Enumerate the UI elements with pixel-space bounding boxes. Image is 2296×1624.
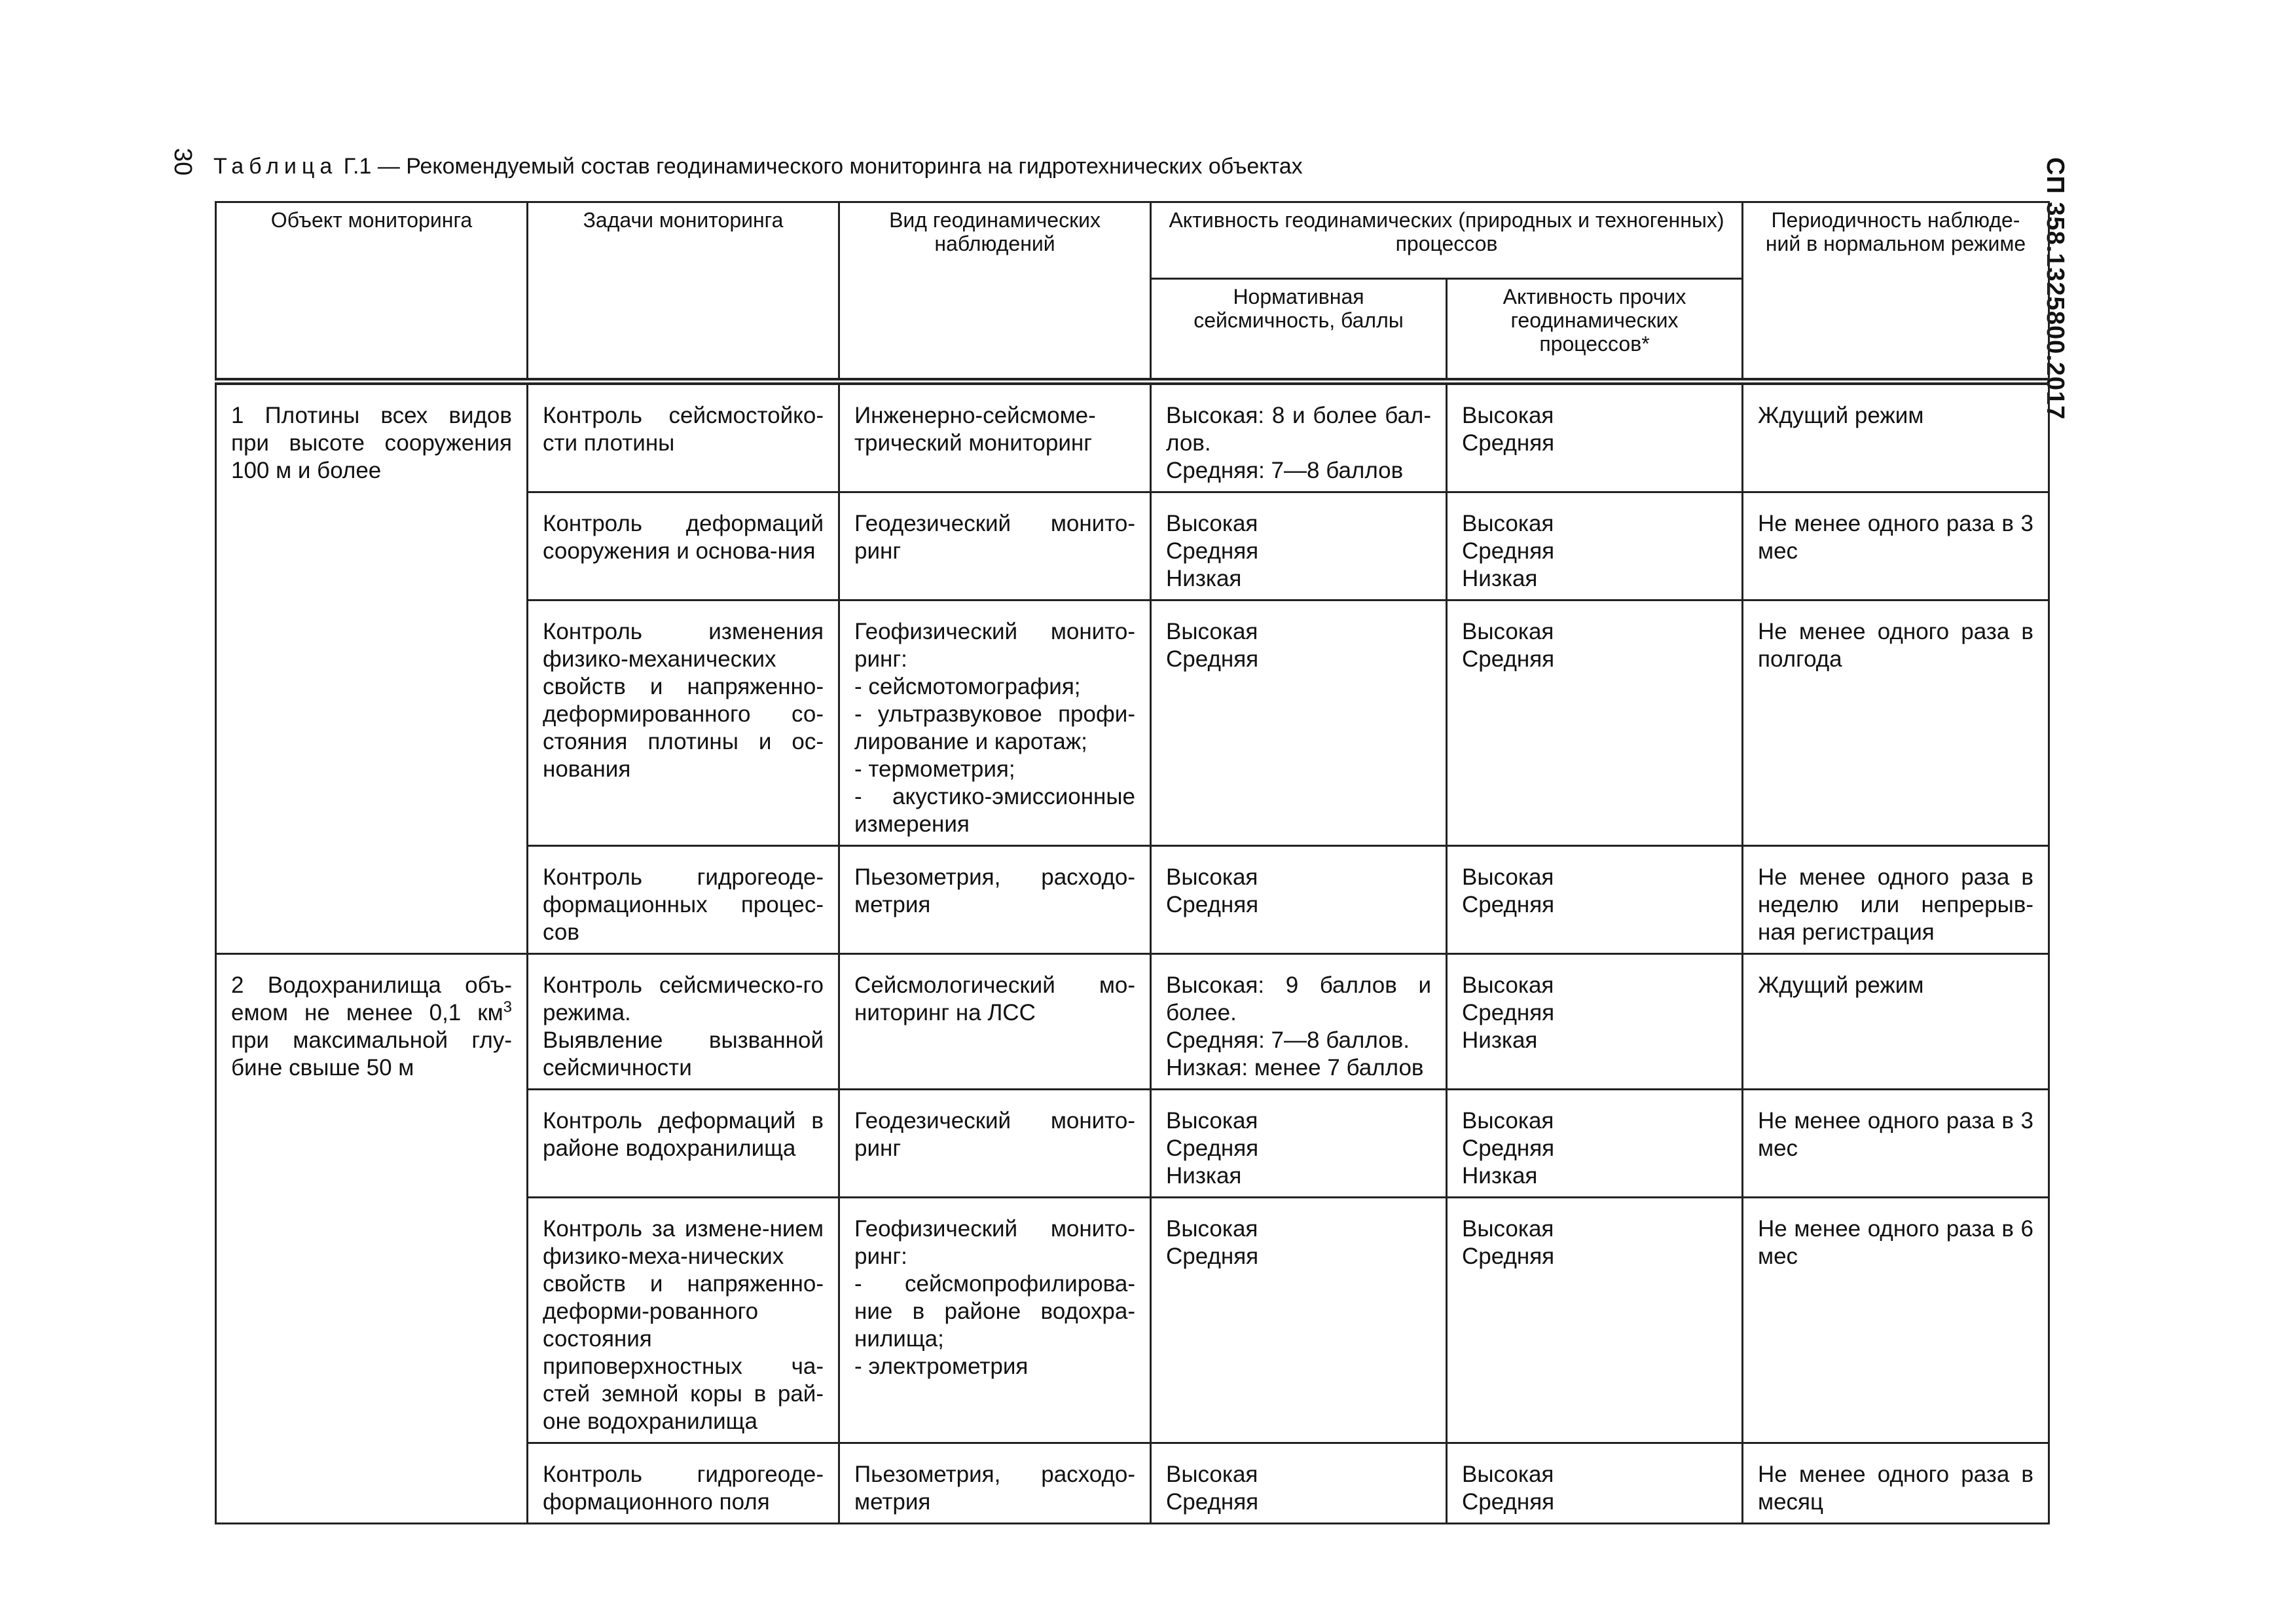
- seismicity-cell: [1151, 954, 1447, 1090]
- other-activity-cell-line: Средняя: [1462, 1489, 1555, 1515]
- observation-cell-line: Инженерно-сейсмоме-трический мониторинг: [854, 403, 1096, 456]
- table-row: [216, 954, 2049, 1090]
- observation-cell-line: - ультразвуковое профи-лирование и каротаж;: [854, 701, 1135, 754]
- other-activity-cell-line: Средняя: [1462, 892, 1555, 917]
- monitoring-table: [215, 201, 2050, 1524]
- seismicity-cell-line: Средняя: [1166, 646, 1259, 672]
- observation-cell-line: Геодезический монито-ринг: [854, 1108, 1135, 1161]
- table-body: [216, 382, 2049, 1524]
- object-text: при максимальной глу-бине свыше 50 м: [231, 1027, 512, 1080]
- periodicity-cell: Не менее одного раза в неделю или непрерыв-ная регистрация: [1743, 846, 2049, 954]
- observation-cell-line: - сейсмотомография;: [854, 674, 1081, 699]
- other-activity-cell: [1447, 492, 1743, 600]
- observation-cell-line: Пьезометрия, расходо-метрия: [854, 864, 1135, 917]
- periodicity-cell: Не менее одного раза в 3 мес: [1743, 492, 2049, 600]
- table-row: [216, 382, 2049, 492]
- header-periodicity: Периодичность наблюде-ний в нормальном режиме: [1743, 202, 2049, 382]
- task-cell: Контроль за измене-нием физико-меха-нических свойств и напряженно-деформи-рованного состояния приповерхностных ча-стей земной коры в рай-оне водохранилища: [528, 1198, 839, 1443]
- task-cell: Контроль гидрогеоде-формационных процес-сов: [528, 846, 839, 954]
- header-tasks: Задачи мониторинга: [528, 202, 839, 382]
- observation-cell: [839, 1198, 1151, 1443]
- other-activity-cell: [1447, 382, 1743, 492]
- observation-cell: [839, 492, 1151, 600]
- observation-cell: [839, 1090, 1151, 1198]
- seismicity-cell: [1151, 600, 1447, 846]
- other-activity-cell: [1447, 954, 1743, 1090]
- header-object: Объект мониторинга: [216, 202, 528, 382]
- other-activity-cell-line: Высокая: [1462, 1216, 1554, 1242]
- seismicity-cell-line: Высокая: 9 баллов и более.: [1166, 972, 1431, 1025]
- observation-cell-line: - электрометрия: [854, 1354, 1029, 1379]
- task-cell: Контроль сейсмостойко-сти плотины: [528, 382, 839, 492]
- other-activity-cell-line: Средняя: [1462, 1000, 1555, 1025]
- seismicity-cell-line: Низкая: [1166, 566, 1242, 591]
- seismicity-cell: [1151, 1198, 1447, 1443]
- periodicity-cell: Не менее одного раза в полгода: [1743, 600, 2049, 846]
- observation-cell: [839, 1443, 1151, 1524]
- task-cell: Контроль деформаций в районе водохранилища: [528, 1090, 839, 1198]
- other-activity-cell-line: Низкая: [1462, 566, 1538, 591]
- observation-cell-line: Пьезометрия, расходо-метрия: [854, 1462, 1135, 1515]
- seismicity-cell: [1151, 492, 1447, 600]
- other-activity-cell: [1447, 600, 1743, 846]
- task-cell: [528, 954, 839, 1090]
- other-activity-cell-line: Высокая: [1462, 403, 1554, 428]
- seismicity-cell: [1151, 1443, 1447, 1524]
- seismicity-cell-line: Средняя: [1166, 538, 1259, 564]
- seismicity-cell-line: Средняя: [1166, 1489, 1259, 1515]
- other-activity-cell-line: Средняя: [1462, 430, 1555, 456]
- other-activity-cell-line: Высокая: [1462, 972, 1554, 998]
- other-activity-cell: [1447, 1198, 1743, 1443]
- other-activity-cell-line: Средняя: [1462, 1244, 1555, 1269]
- seismicity-cell-line: Средняя: 7—8 баллов: [1166, 458, 1404, 483]
- observation-cell-line: - акустико-эмиссионные измерения: [854, 784, 1135, 837]
- observation-cell-line: Геодезический монито-ринг: [854, 511, 1135, 564]
- other-activity-cell-line: Высокая: [1462, 1108, 1554, 1134]
- table-caption: [213, 151, 1303, 182]
- task-cell: Контроль гидрогеоде-формационного поля: [528, 1443, 839, 1524]
- task-cell: Контроль изменения физико-механических свойств и напряженно-деформированного со-стояния плотины и ос-нования: [528, 600, 839, 846]
- observation-cell: [839, 954, 1151, 1090]
- header-observation-type: Вид геодинамических наблюдений: [839, 202, 1151, 382]
- caption-label: Таблица: [213, 154, 338, 179]
- seismicity-cell-line: Высокая: [1166, 511, 1258, 536]
- seismicity-cell: [1151, 382, 1447, 492]
- seismicity-cell-line: Высокая: [1166, 1462, 1258, 1487]
- other-activity-cell-line: Низкая: [1462, 1027, 1538, 1053]
- other-activity-cell-line: Средняя: [1462, 538, 1555, 564]
- periodicity-cell: Ждущий режим: [1743, 954, 2049, 1090]
- document-code: СП 358.1325800.2017: [2041, 157, 2069, 420]
- observation-cell: [839, 846, 1151, 954]
- observation-cell-line: - термометрия;: [854, 756, 1015, 782]
- table-header: [216, 202, 2049, 382]
- seismicity-cell-line: Средняя: [1166, 1244, 1259, 1269]
- observation-cell: [839, 600, 1151, 846]
- object-superscript: 3: [503, 998, 512, 1016]
- header-other-activity: Активность прочих геодинамических процессов*: [1447, 279, 1743, 382]
- periodicity-cell: Ждущий режим: [1743, 382, 2049, 492]
- other-activity-cell-line: Высокая: [1462, 864, 1554, 890]
- seismicity-cell-line: Средняя: [1166, 892, 1259, 917]
- header-seismicity: Нормативная сейсмичность, баллы: [1151, 279, 1447, 382]
- seismicity-cell: [1151, 1090, 1447, 1198]
- task-cell: Контроль деформаций сооружения и основа-ния: [528, 492, 839, 600]
- periodicity-cell: Не менее одного раза в месяц: [1743, 1443, 2049, 1524]
- other-activity-cell-line: Высокая: [1462, 511, 1554, 536]
- seismicity-cell-line: Средняя: [1166, 1135, 1259, 1161]
- header-activity: Активность геодинамических (природных и техногенных) процессов: [1151, 202, 1743, 279]
- seismicity-cell-line: Низкая: менее 7 баллов: [1166, 1055, 1424, 1080]
- other-activity-cell-line: Средняя: [1462, 646, 1555, 672]
- caption-title: — Рекомендуемый состав геодинамического мониторинга на гидротехнических объектах: [377, 154, 1303, 179]
- other-activity-cell-line: Средняя: [1462, 1135, 1555, 1161]
- observation-cell-line: Геофизический монито-ринг:: [854, 1216, 1135, 1269]
- periodicity-cell: Не менее одного раза в 3 мес: [1743, 1090, 2049, 1198]
- seismicity-cell-line: Высокая: 8 и более бал-лов.: [1166, 403, 1431, 456]
- seismicity-cell-line: Низкая: [1166, 1163, 1242, 1189]
- other-activity-cell-line: Низкая: [1462, 1163, 1538, 1189]
- observation-cell-line: Сейсмологический мо-ниторинг на ЛСС: [854, 972, 1135, 1025]
- task-cell-line: Выявление вызванной сейсмичности: [543, 1027, 824, 1080]
- other-activity-cell: [1447, 1443, 1743, 1524]
- other-activity-cell-line: Высокая: [1462, 619, 1554, 644]
- other-activity-cell-line: Высокая: [1462, 1462, 1554, 1487]
- other-activity-cell: [1447, 1090, 1743, 1198]
- object-text: 2 Водохранилища объ-емом не менее 0,1 км: [231, 972, 512, 1025]
- task-cell-line: Контроль сейсмическо-го режима.: [543, 972, 824, 1025]
- seismicity-cell: [1151, 846, 1447, 954]
- observation-cell-line: - сейсмопрофилирова-ние в районе водохра-нилища;: [854, 1271, 1135, 1352]
- seismicity-cell-line: Средняя: 7—8 баллов.: [1166, 1027, 1410, 1053]
- seismicity-cell-line: Высокая: [1166, 1216, 1258, 1242]
- object-cell: 1 Плотины всех видов при высоте сооружения 100 м и более: [216, 382, 528, 954]
- seismicity-cell-line: Высокая: [1166, 1108, 1258, 1134]
- other-activity-cell: [1447, 846, 1743, 954]
- seismicity-cell-line: Высокая: [1166, 864, 1258, 890]
- object-cell: [216, 954, 528, 1524]
- seismicity-cell-line: Высокая: [1166, 619, 1258, 644]
- periodicity-cell: Не менее одного раза в 6 мес: [1743, 1198, 2049, 1443]
- observation-cell-line: Геофизический монито-ринг:: [854, 619, 1135, 672]
- page-number: 30: [169, 147, 197, 176]
- observation-cell: [839, 382, 1151, 492]
- caption-number: Г.1: [343, 154, 372, 179]
